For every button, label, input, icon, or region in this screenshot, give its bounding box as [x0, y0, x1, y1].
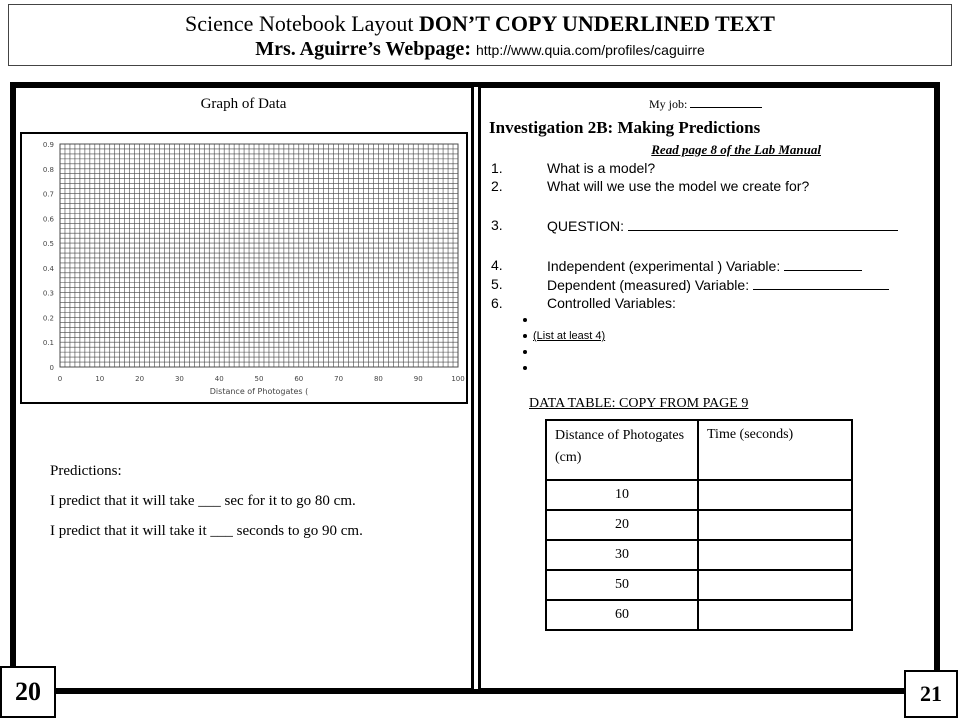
y-tick-label: 0.3	[42, 289, 54, 298]
bullet-item	[523, 330, 605, 342]
predictions-block	[50, 456, 363, 546]
question-text: Controlled Variables:	[547, 295, 676, 311]
x-tick-label: 90	[413, 375, 423, 383]
table-header-row	[546, 420, 852, 480]
answer-blank	[753, 276, 889, 290]
distance-cell: 60	[546, 600, 698, 630]
table-row	[546, 510, 852, 540]
bullet-dot-icon	[523, 350, 527, 354]
prediction-line-1: I predict that it will take ___ sec for it to go 80 cm.	[50, 493, 356, 509]
page-number-left: 20	[0, 666, 56, 718]
x-tick-label: 70	[334, 375, 344, 383]
y-tick-label: 0.1	[42, 339, 54, 348]
y-tick-label: 0.9	[42, 141, 54, 149]
webpage-label: Mrs. Aguirre’s Webpage:	[255, 38, 476, 60]
answer-blank	[628, 217, 898, 231]
x-tick-label: 30	[174, 375, 184, 383]
time-cell[interactable]	[698, 510, 852, 540]
table-header-distance: Distance of Photogates (cm)	[546, 420, 698, 480]
question-number: 6.	[491, 295, 503, 311]
question-3-label: QUESTION:	[547, 218, 628, 234]
bullet-item	[523, 314, 533, 326]
webpage-url[interactable]: http://www.quia.com/profiles/caguirre	[475, 42, 705, 58]
header-title-plain: Science Notebook Layout	[185, 11, 420, 36]
question-4-label: Independent (experimental ) Variable:	[547, 258, 785, 274]
x-tick-label: 20	[135, 375, 145, 383]
x-tick-label: 60	[294, 375, 304, 383]
read-note: Read page 8 of the Lab Manual	[651, 142, 821, 157]
graph-box	[20, 132, 468, 404]
time-cell[interactable]	[698, 570, 852, 600]
header-title	[9, 11, 951, 37]
my-job-blank	[690, 96, 762, 108]
page-number-right: 21	[904, 670, 958, 718]
y-tick-labels	[43, 141, 55, 372]
question-text	[547, 276, 889, 293]
x-tick-label: 50	[254, 375, 264, 383]
x-axis-label: Distance of Photogates (	[209, 387, 309, 396]
distance-cell: 20	[546, 510, 698, 540]
data-table	[545, 419, 853, 631]
x-tick-label: 0	[57, 375, 63, 383]
my-job-label: My job:	[649, 97, 691, 111]
bullet-item	[523, 346, 533, 358]
distance-cell: 10	[546, 480, 698, 510]
y-tick-label: 0.5	[42, 240, 54, 249]
x-tick-label: 100	[451, 375, 465, 383]
table-row	[546, 600, 852, 630]
y-tick-label: 0.6	[42, 215, 54, 224]
table-row	[546, 480, 852, 510]
predictions-heading: Predictions:	[50, 463, 122, 479]
bullet-note: (List at least 4)	[533, 330, 606, 342]
question-text	[547, 257, 862, 274]
graph-chart	[22, 134, 466, 402]
question-number: 2.	[491, 178, 503, 194]
table-row	[546, 570, 852, 600]
bullet-item	[523, 362, 533, 374]
data-table-title: DATA TABLE: COPY FROM PAGE 9	[529, 396, 749, 411]
y-tick-label: 0.2	[42, 314, 54, 323]
question-text: What is a model?	[547, 160, 656, 176]
question-5-label: Dependent (measured) Variable:	[547, 277, 753, 293]
time-cell[interactable]	[698, 480, 852, 510]
right-page	[478, 86, 936, 690]
bullet-dot-icon	[523, 366, 527, 370]
y-tick-label: 0.8	[42, 165, 54, 174]
grid-lines	[60, 144, 458, 367]
question-number: 3.	[491, 217, 503, 233]
time-cell[interactable]	[698, 540, 852, 570]
prediction-line-2: I predict that it will take it ___ seconds to go 90 cm.	[50, 523, 363, 539]
answer-blank	[784, 257, 862, 271]
question-number: 4.	[491, 257, 503, 273]
question-number: 1.	[491, 160, 503, 176]
x-tick-labels	[58, 375, 465, 383]
x-tick-label: 10	[95, 375, 105, 383]
y-tick-label: 0.4	[42, 264, 54, 273]
y-tick-label: 0	[49, 364, 54, 372]
x-tick-label: 40	[214, 375, 224, 383]
bullet-dot-icon	[523, 318, 527, 322]
header-title-warning: DON’T COPY UNDERLINED TEXT	[419, 11, 775, 36]
time-cell[interactable]	[698, 600, 852, 630]
distance-cell: 50	[546, 570, 698, 600]
my-job-line	[649, 96, 762, 112]
investigation-title: Investigation 2B: Making Predictions	[489, 118, 761, 137]
question-text: What will we use the model we create for?	[547, 178, 810, 194]
table-row	[546, 540, 852, 570]
distance-cell: 30	[546, 540, 698, 570]
question-text	[547, 217, 898, 234]
table-header-time: Time (seconds)	[698, 420, 852, 480]
graph-title: Graph of Data	[200, 96, 287, 112]
left-page	[14, 86, 474, 690]
x-tick-label: 80	[373, 375, 383, 383]
notebook-header	[8, 4, 952, 66]
question-number: 5.	[491, 276, 503, 292]
bullet-dot-icon	[523, 334, 527, 338]
y-tick-label: 0.7	[42, 190, 54, 199]
header-webpage	[9, 37, 951, 62]
